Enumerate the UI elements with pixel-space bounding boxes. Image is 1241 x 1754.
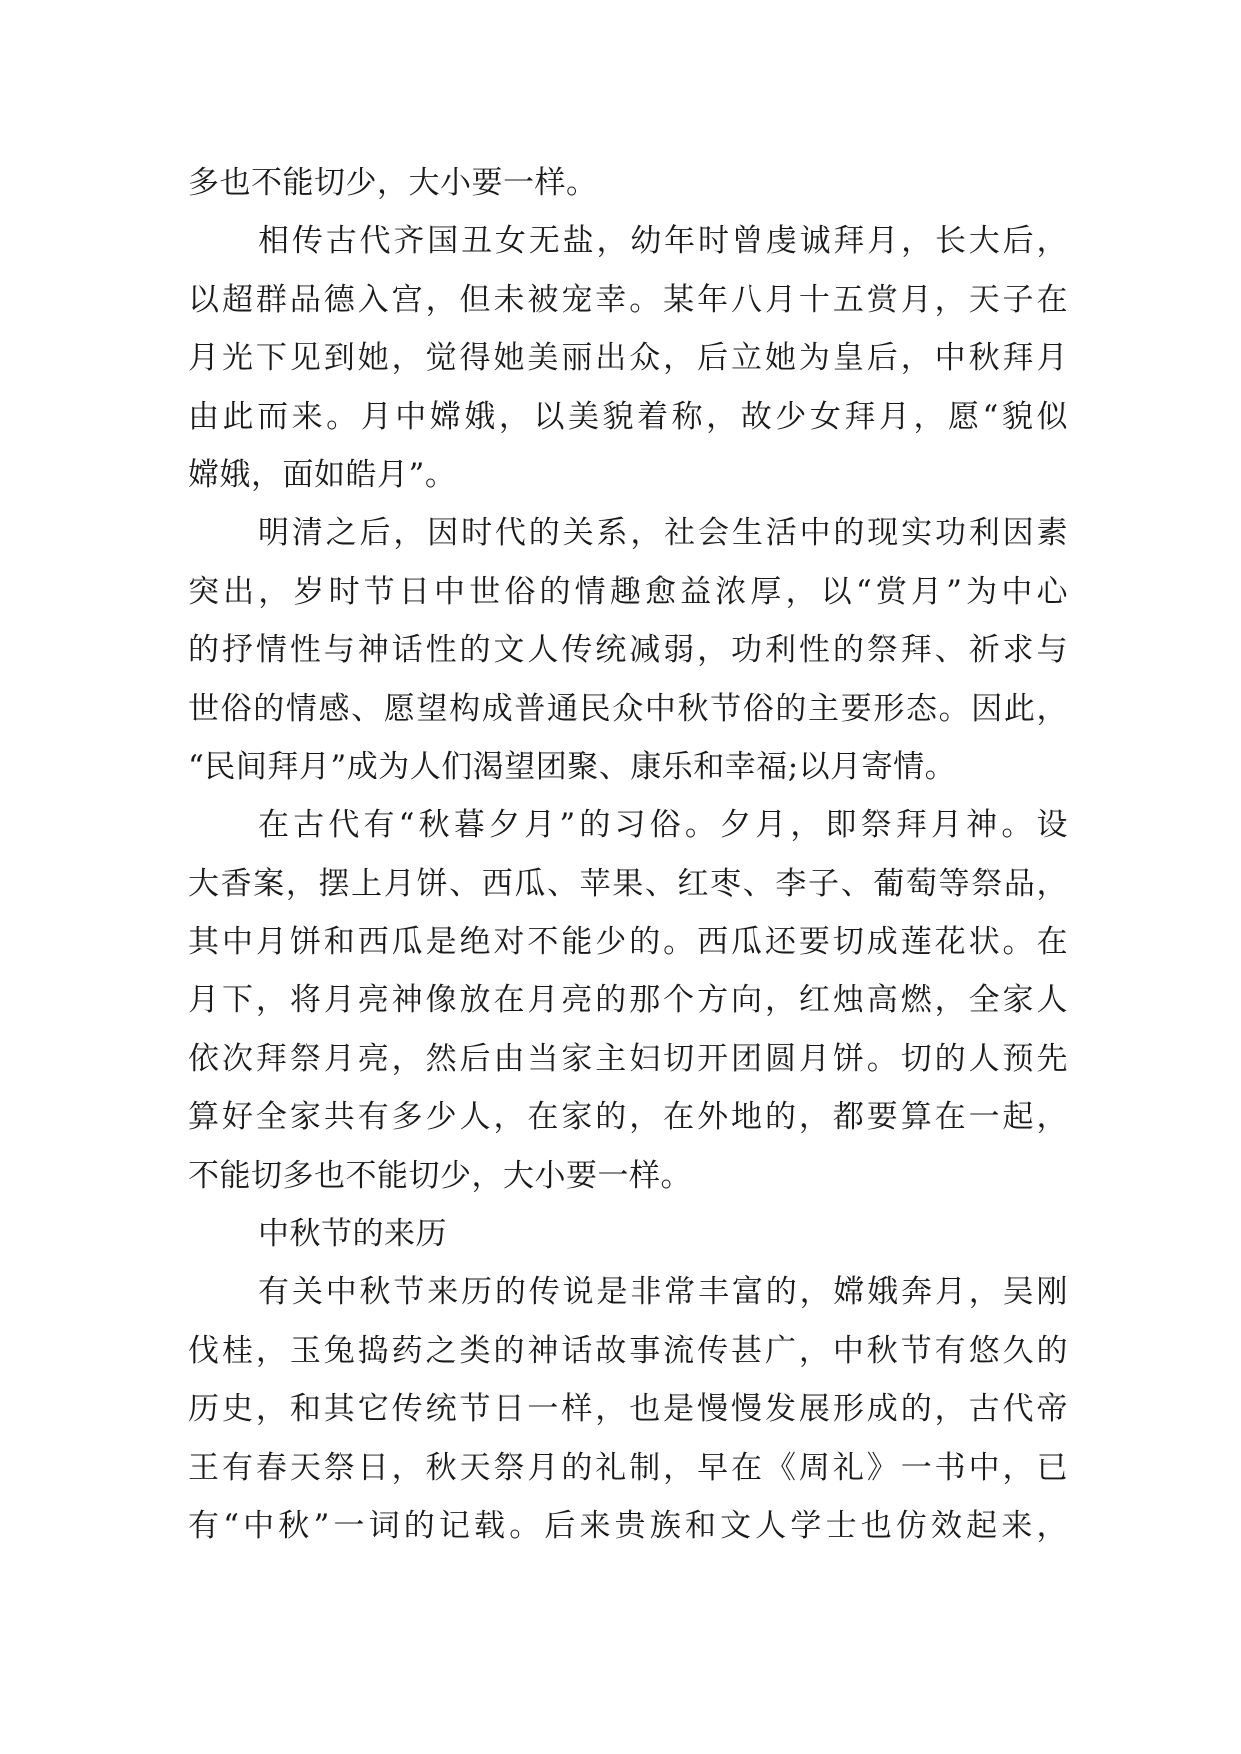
text-line: “民间拜月”成为人们渴望团聚、康乐和幸福;以月寄情。: [188, 748, 957, 785]
paragraph-start-line: 相传古代齐国丑女无盐，幼年时曾虔诚拜月，长大后，: [258, 223, 1068, 260]
text-line: 月光下见到她，觉得她美丽出众，后立她为皇后，中秋拜月: [188, 340, 1068, 377]
text-line: 不能切多也不能切少，大小要一样。: [188, 1157, 692, 1194]
text-line: 有“中秋”一词的记载。后来贵族和文人学士也仿效起来，: [188, 1507, 1068, 1544]
text-line: 突出，岁时节日中世俗的情趣愈益浓厚，以“赏月”为中心: [188, 573, 1068, 610]
paragraph-start-line: 有关中秋节来历的传说是非常丰富的，嫦娥奔月，吴刚: [258, 1274, 1068, 1311]
text-line: 历史，和其它传统节日一样，也是慢慢发展形成的，古代帝: [188, 1391, 1068, 1428]
text-line: 以超群品德入宫，但未被宠幸。某年八月十五赏月，天子在: [188, 281, 1068, 318]
body-text: [188, 154, 1068, 1555]
text-line: 的抒情性与神话性的文人传统减弱，功利性的祭拜、祈求与: [188, 632, 1068, 669]
paragraph-start-line: 明清之后，因时代的关系，社会生活中的现实功利因素: [258, 515, 1068, 552]
text-line: 由此而来。月中嫦娥，以美貌着称，故少女拜月，愿“貌似: [188, 398, 1068, 435]
paragraph-start-line: 在古代有“秋暮夕月”的习俗。夕月，即祭拜月神。设: [258, 807, 1068, 844]
text-line: 大香案，摆上月饼、西瓜、苹果、红枣、李子、葡萄等祭品，: [188, 865, 1068, 902]
text-line: 嫦娥，面如皓月”。: [188, 456, 457, 493]
section-heading: 中秋节的来历: [258, 1216, 447, 1253]
text-line: 依次拜祭月亮，然后由当家主妇切开团圆月饼。切的人预先: [188, 1040, 1068, 1077]
text-line: 伐桂，玉兔捣药之类的神话故事流传甚广，中秋节有悠久的: [188, 1332, 1068, 1369]
text-line: 王有春天祭日，秋天祭月的礼制，早在《周礼》一书中，已: [188, 1449, 1068, 1486]
text-line: 其中月饼和西瓜是绝对不能少的。西瓜还要切成莲花状。在: [188, 924, 1068, 961]
text-line: 多也不能切少，大小要一样。: [188, 165, 598, 201]
text-line: 月下，将月亮神像放在月亮的那个方向，红烛高燃，全家人: [188, 982, 1068, 1019]
text-line: 算好全家共有多少人，在家的，在外地的，都要算在一起，: [188, 1099, 1068, 1136]
text-line: 世俗的情感、愿望构成普通民众中秋节俗的主要形态。因此，: [188, 690, 1068, 727]
